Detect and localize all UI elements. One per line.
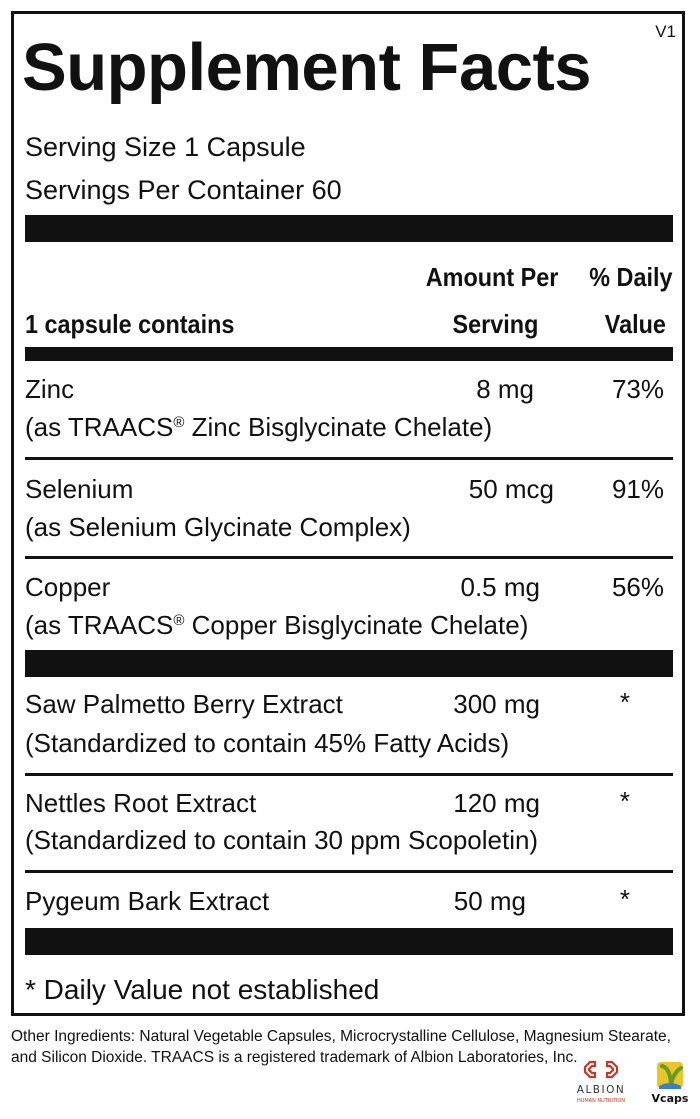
row-divider <box>25 773 673 776</box>
nutrient-daily-value: 91% <box>611 474 664 504</box>
albion-logo <box>566 1056 636 1106</box>
supplement-facts-panel <box>11 11 685 1016</box>
extract-name: Saw Palmetto Berry Extract <box>25 689 343 719</box>
extract-amount: 50 mg <box>453 886 526 916</box>
albion-chain-icon <box>585 1062 617 1077</box>
nutrient-amount: 0.5 mg <box>460 572 540 602</box>
extract-daily-value: * <box>619 884 630 914</box>
servings-per-container: Servings Per Container 60 <box>25 175 342 205</box>
serving-size: Serving Size 1 Capsule <box>25 132 306 162</box>
row-divider <box>25 556 673 559</box>
extract-name: Pygeum Bark Extract <box>25 886 270 916</box>
row-divider <box>25 457 673 460</box>
version-label: V1 <box>655 22 676 41</box>
albion-wordmark: ALBION <box>576 1084 626 1096</box>
extract-name: Nettles Root Extract <box>25 788 257 818</box>
albion-subtitle: HUMAN NUTRITION <box>576 1098 626 1104</box>
vcaps-wordmark: Vcaps <box>651 1092 689 1105</box>
thick-divider <box>25 215 673 242</box>
extract-amount: 300 mg <box>453 689 540 719</box>
other-ingredients: Other Ingredients: Natural Vegetable Capsules, Microcrystalline Cellulose, Magnesium Stearate, and Silicon Dioxide. TRAACS is a registered trademark of Albion Laboratories, Inc. <box>11 1028 671 1066</box>
registered-mark: ® <box>173 612 185 629</box>
nutrient-amount: 50 mcg <box>468 474 554 504</box>
header-dv-line1: % Daily <box>588 262 672 292</box>
extract-daily-value: * <box>619 786 630 816</box>
header-amount-line2: Serving <box>452 309 538 339</box>
nutrient-name: Selenium <box>25 474 134 504</box>
extract-detail: (Standardized to contain 30 ppm Scopoletin) <box>25 825 539 855</box>
thick-divider <box>25 928 673 955</box>
extract-daily-value: * <box>619 687 630 717</box>
extract-detail: (Standardized to contain 45% Fatty Acids) <box>25 728 510 758</box>
nutrient-detail: (as Selenium Glycinate Complex) <box>25 512 411 542</box>
header-contains: 1 capsule contains <box>25 309 235 339</box>
thick-divider <box>25 650 673 677</box>
nutrient-name: Copper <box>25 572 111 602</box>
vcaps-logo <box>648 1060 693 1108</box>
header-amount-line1: Amount Per <box>425 262 558 292</box>
header-dv-line2: Value <box>604 309 666 339</box>
nutrient-amount: 8 mg <box>476 374 534 404</box>
extract-amount: 120 mg <box>453 788 540 818</box>
nutrient-detail: (as TRAACS® Copper Bisglycinate Chelate) <box>25 610 529 640</box>
nutrient-detail: (as TRAACS® Zinc Bisglycinate Chelate) <box>25 412 493 442</box>
nutrient-daily-value: 73% <box>611 374 664 404</box>
nutrient-daily-value: 56% <box>611 572 664 602</box>
medium-divider <box>25 347 673 361</box>
registered-mark: ® <box>173 414 185 431</box>
panel-title: Supplement Facts <box>22 30 592 105</box>
row-divider <box>25 870 673 873</box>
daily-value-footnote: * Daily Value not established <box>25 974 380 1005</box>
nutrient-name: Zinc <box>25 374 75 404</box>
